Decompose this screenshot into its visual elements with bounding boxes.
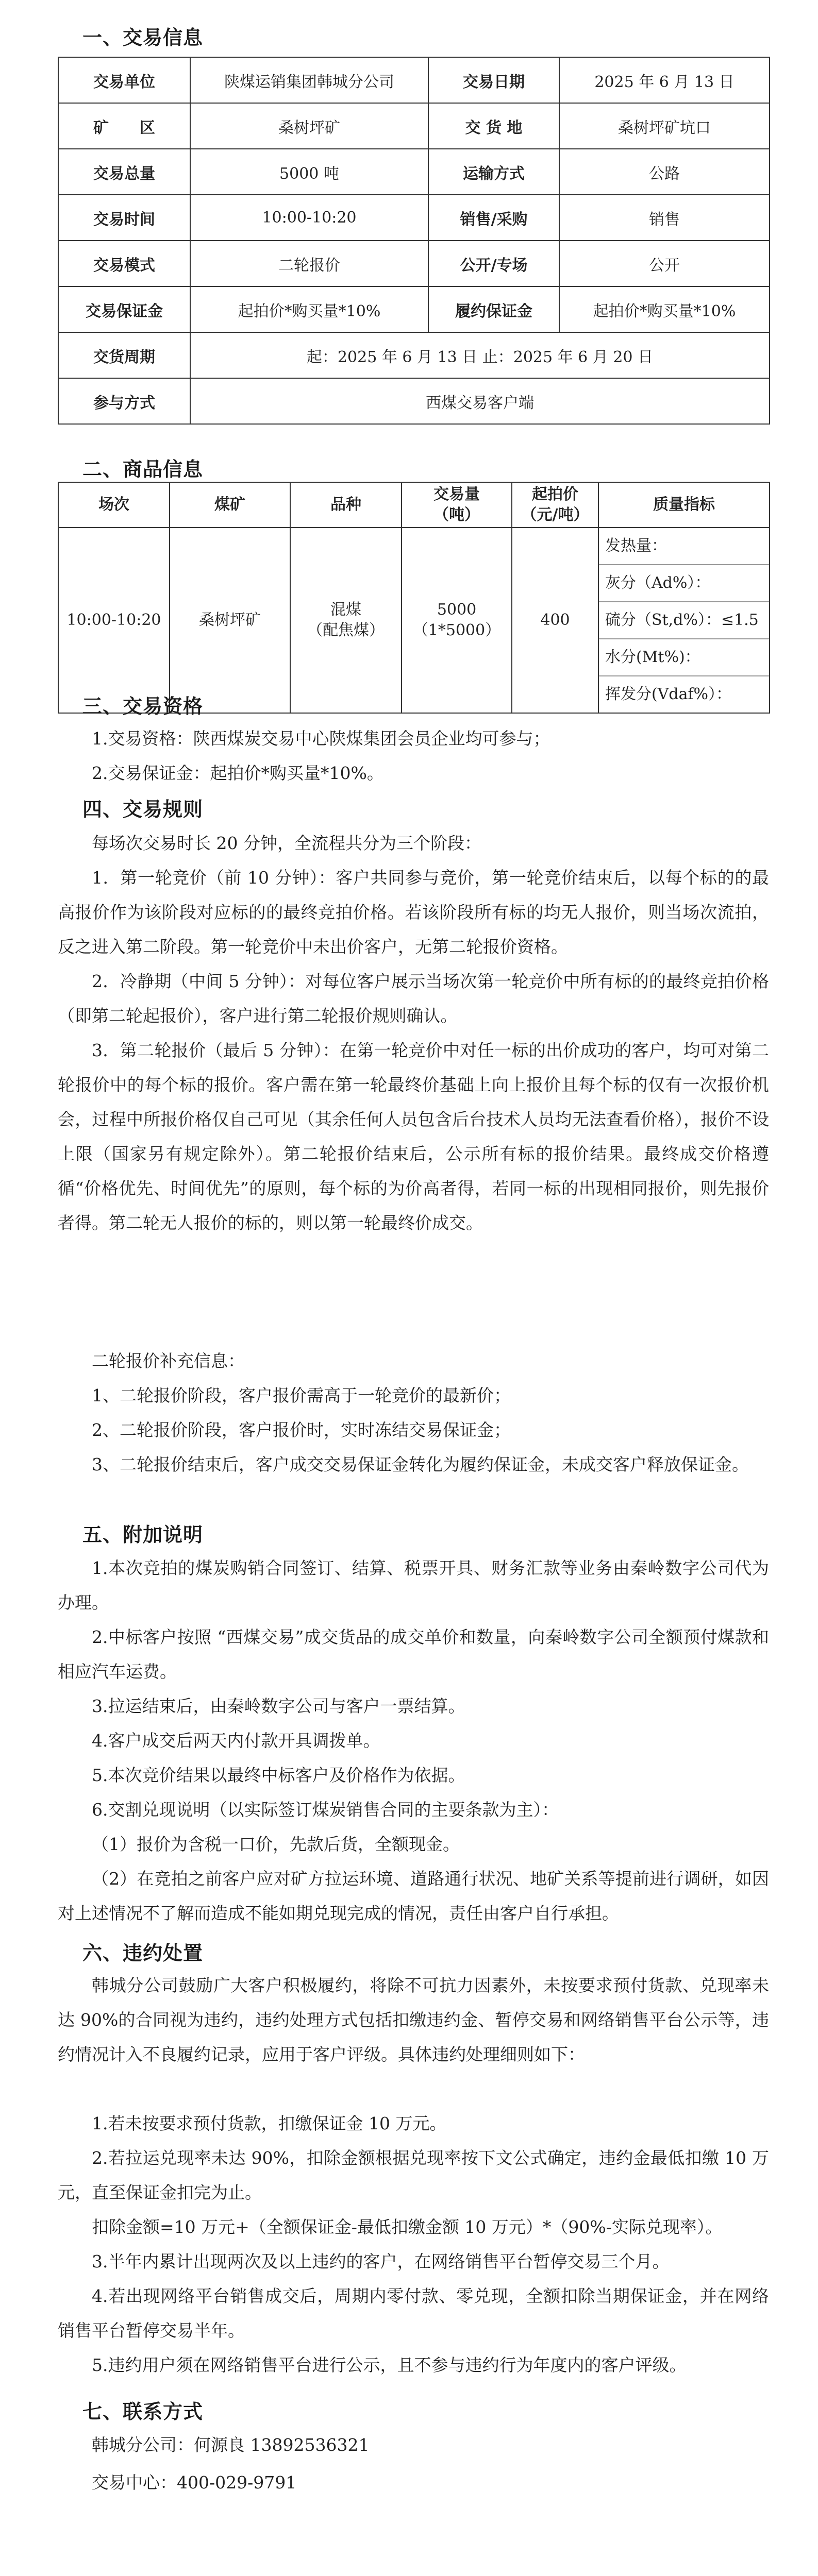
goods-session: 10:00-10:20	[58, 528, 170, 713]
info-row-participation-method	[58, 378, 770, 424]
trade-info-table	[58, 57, 770, 425]
info-label: 销售/采购	[428, 195, 559, 241]
notes-paragraph: 5.本次竞价结果以最终中标客户及价格作为依据。	[92, 1765, 465, 1785]
rules-paragraph: 3、二轮报价结束后，客户成交交易保证金转化为履约保证金，未成交客户释放保证金。	[92, 1454, 749, 1475]
info-value: 销售	[559, 195, 770, 241]
rules-paragraph: 2、二轮报价阶段，客户报价时，实时冻结交易保证金；	[92, 1420, 511, 1440]
section-title-contact: 七、联系方式	[82, 2400, 204, 2423]
info-label: 交易保证金	[58, 286, 190, 332]
section-title-additional-notes: 五、附加说明	[82, 1523, 204, 1546]
notes-paragraph: 4.客户成交后两天内付款开具调拨单。	[92, 1731, 380, 1751]
breach-paragraph: 2.若拉运兑现率未达 90%，扣除金额根据兑现率按下文公式确定，违约金最低扣缴 10 万元，直至保证金扣完为止。	[58, 2148, 769, 2202]
breach-paragraph: 3.半年内累计出现两次及以上违约的客户，在网络销售平台暂停交易三个月。	[92, 2251, 670, 2272]
goods-mine: 桑树坪矿	[170, 528, 290, 713]
participation-method-value: 西煤交易客户端	[190, 378, 770, 424]
quality-item: 灰分（Ad%）：	[599, 565, 769, 602]
info-label: 交易模式	[58, 241, 190, 286]
notes-paragraph: 3.拉运结束后，由秦岭数字公司与客户一票结算。	[92, 1696, 465, 1716]
info-row	[58, 286, 770, 332]
goods-header: 场次	[58, 482, 170, 528]
info-label: 交易总量	[58, 149, 190, 195]
goods-header: 质量指标	[598, 482, 770, 528]
quality-item: 水分(Mt%)：	[599, 639, 769, 676]
goods-header: 交易量 （吨）	[402, 482, 512, 528]
info-value: 陕煤运销集团韩城分公司	[190, 57, 428, 103]
info-label: 矿 区	[58, 103, 190, 149]
info-label: 公开/专场	[428, 241, 559, 286]
goods-volume: 5000 （1*5000）	[402, 528, 512, 713]
delivery-period-label: 交货周期	[58, 332, 190, 378]
info-row-delivery-period	[58, 332, 770, 378]
section-title-breach: 六、违约处置	[82, 1942, 204, 1964]
quality-item: 挥发分(Vdaf%）：	[605, 685, 732, 703]
info-value: 桑树坪矿	[190, 103, 428, 149]
section-title-qualification: 三、交易资格	[82, 695, 204, 718]
breach-formula: 扣除金额=10 万元+（全额保证金-最低扣缴金额 10 万元）*（90%-实际兑现率）。	[92, 2217, 723, 2237]
section-title-goods-info: 二、商品信息	[82, 458, 204, 481]
goods-info-table	[58, 482, 770, 714]
info-label: 交 货 地	[428, 103, 559, 149]
participation-method-label: 参与方式	[58, 378, 190, 424]
breach-paragraph: 1.若未按要求预付货款，扣缴保证金 10 万元。	[92, 2113, 447, 2133]
goods-price: 400	[512, 528, 598, 713]
goods-header: 品种	[290, 482, 402, 528]
qualification-item: 1.交易资格：陕西煤炭交易中心陕煤集团会员企业均可参与；	[92, 728, 550, 749]
delivery-period-value: 起：2025 年 6 月 13 日 止：2025 年 6 月 20 日	[190, 332, 770, 378]
info-value: 2025 年 6 月 13 日	[559, 57, 770, 103]
rules-paragraph: 2．冷静期（中间 5 分钟）：对每位客户展示当场次第一轮竞价中所有标的的最终竞拍价格（即第二轮起报价），客户进行第二轮报价规则确认。	[58, 971, 769, 1026]
info-value: 公路	[559, 149, 770, 195]
rules-paragraph: 二轮报价补充信息：	[92, 1351, 245, 1371]
goods-header: 起拍价 （元/吨）	[512, 482, 598, 528]
quality-indicators	[598, 528, 770, 713]
breach-paragraph: 韩城分公司鼓励广大客户积极履约，将除不可抗力因素外，未按要求预付货款、兑现率未达 90%的合同视为违约，违约处理方式包括扣缴违约金、暂停交易和网络销售平台公示等，违约情况计入不良履约记录，应用于客户评级。具体违约处理细则如下：	[58, 1975, 769, 2064]
info-row	[58, 195, 770, 241]
info-row	[58, 149, 770, 195]
info-label: 交易单位	[58, 57, 190, 103]
section-title-rules: 四、交易规则	[82, 798, 204, 821]
contact-branch: 韩城分公司：何源良 13892536321	[92, 2435, 370, 2455]
info-label: 运输方式	[428, 149, 559, 195]
info-value: 5000 吨	[190, 149, 428, 195]
info-row	[58, 57, 770, 103]
info-label: 交易时间	[58, 195, 190, 241]
notes-paragraph: 6.交割兑现说明（以实际签订煤炭销售合同的主要条款为主）：	[92, 1800, 559, 1820]
info-label: 交易日期	[428, 57, 559, 103]
info-value: 二轮报价	[190, 241, 428, 286]
info-value: 起拍价*购买量*10%	[559, 286, 770, 332]
notes-paragraph: （2）在竞拍之前客户应对矿方拉运环境、道路通行状况、地矿关系等提前进行调研，如因对上述情况不了解而造成不能如期兑现完成的情况，责任由客户自行承担。	[58, 1869, 769, 1923]
rules-paragraph: 1．第一轮竞价（前 10 分钟）：客户共同参与竞价，第一轮竞价结束后，以每个标的的最高报价作为该阶段对应标的的最终竞拍价格。若该阶段所有标的均无人报价，则当场次流拍，反之进入第二阶段。第一轮竞价中未出价客户，无第二轮报价资格。	[58, 868, 769, 957]
notes-paragraph: 1.本次竞拍的煤炭购销合同签订、结算、税票开具、财务汇款等业务由秦岭数字公司代为办理。	[58, 1558, 769, 1613]
breach-paragraph: 4.若出现网络平台销售成交后，周期内零付款、零兑现，全额扣除当期保证金，并在网络销售平台暂停交易半年。	[58, 2286, 769, 2341]
info-row	[58, 103, 770, 149]
breach-paragraph: 5.违约用户须在网络销售平台进行公示，且不参与违约行为年度内的客户评级。	[92, 2355, 687, 2375]
info-value: 起拍价*购买量*10%	[190, 286, 428, 332]
quality-item: 硫分（St,d%）：≤1.5	[599, 602, 769, 639]
contact-trade-center: 交易中心：400-029-9791	[92, 2472, 297, 2493]
notes-paragraph: （1）报价为含税一口价，先款后货，全额现金。	[92, 1834, 460, 1854]
goods-header: 煤矿	[170, 482, 290, 528]
info-value: 公开	[559, 241, 770, 286]
rules-paragraph: 每场次交易时长 20 分钟，全流程共分为三个阶段：	[92, 833, 481, 853]
notes-paragraph: 2.中标客户按照 “西煤交易”成交货品的成交单价和数量，向秦岭数字公司全额预付煤款和相应汽车运费。	[58, 1627, 769, 1682]
rules-paragraph: 1、二轮报价阶段，客户报价需高于一轮竞价的最新价；	[92, 1385, 511, 1405]
qualification-item: 2.交易保证金：起拍价*购买量*10%。	[92, 763, 384, 783]
rules-paragraph: 3．第二轮报价（最后 5 分钟）：在第一轮竞价中对任一标的出价成功的客户，均可对第二轮报价中的每个标的报价。客户需在第一轮最终价基础上向上报价且每个标的仅有一次报价机会，过程中所报价格仅自己可见（其余任何人员包含后台技术人员均无法查看价格），报价不设上限（国家另有规定除外）。第二轮报价结束后，公示所有标的报价结果。最终成交价格遵循“价格优先、时间优先”的原则，每个标的为价高者得，若同一标的出现相同报价，则先报价者得。第二轮无人报价的标的，则以第一轮最终价成交。	[58, 1040, 769, 1233]
goods-variety: 混煤 （配焦煤）	[290, 528, 402, 713]
info-row	[58, 241, 770, 286]
info-label: 履约保证金	[428, 286, 559, 332]
info-value: 桑树坪矿坑口	[559, 103, 770, 149]
info-value: 10:00-10:20	[190, 195, 428, 241]
section-title-trade-info: 一、交易信息	[82, 26, 204, 49]
quality-item: 发热量：	[599, 528, 769, 565]
